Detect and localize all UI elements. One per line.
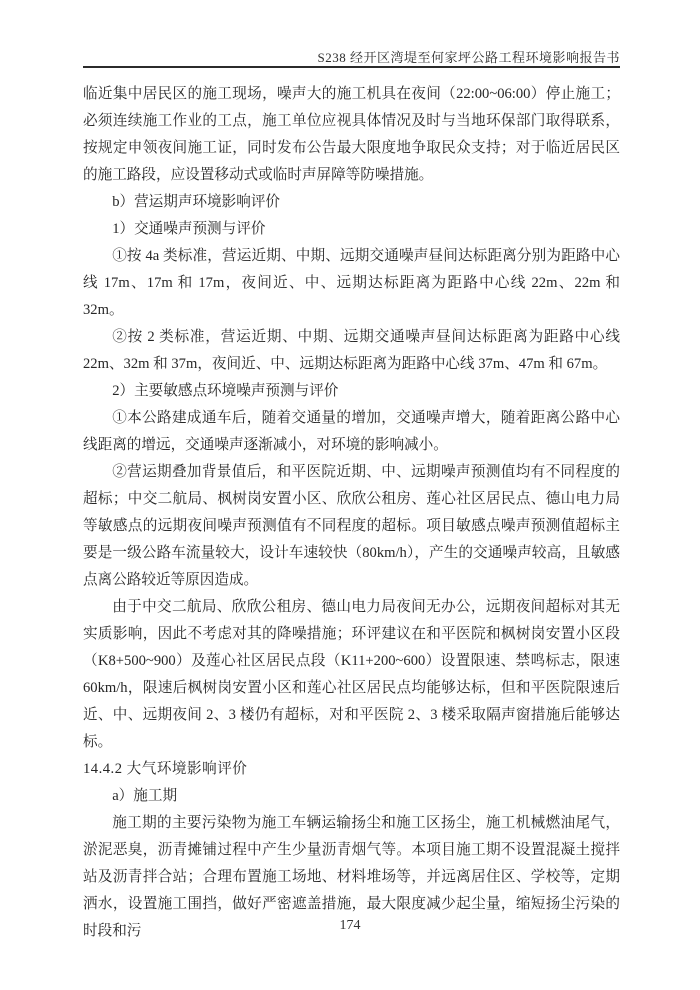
para-noise-exceedance: ②营运期叠加背景值后，和平医院近期、中、远期噪声预测值均有不同程度的超标；中交二航局、枫树岗安置小区、欣欣公租房、莲心社区居民点、德山电力局等敏感点的远期夜间噪声预测值有不同程度的超标。项目敏感点噪声预测值超标主要是一级公路车流量较大，设计车速较快（80km/h），产生的交通噪声较高，且敏感点离公路较近等原因造成。 [83, 464, 620, 588]
heading-b-operation-noise: b）营运期声环境影响评价 [112, 194, 281, 210]
para-traffic-noise-trend: ①本公路建成通车后，随着交通量的增加，交通噪声增大，随着距离公路中心线距离的增远，交通噪声逐渐减小，对环境的影响减小。 [83, 410, 620, 453]
document-body [83, 81, 620, 945]
heading-a-construction-period: a）施工期 [112, 788, 178, 804]
heading-1-traffic-noise-prediction: 1）交通噪声预测与评价 [112, 221, 266, 237]
para-air-pollution-construction: 施工期的主要污染物为施工车辆运输扬尘和施工区扬尘，施工机械燃油尾气，淤泥恶臭，沥青摊铺过程中产生少量沥青烟气等。本项目施工期不设置混凝土搅拌站及沥青拌合站；合理布置施工场地、材料堆场等，并远离居住区、学校等，定期洒水，设置施工围挡，做好严密遮盖措施，最大限度减少起尘量，缩短扬尘污染的时段和污 [83, 815, 620, 939]
page-number: 174 [339, 918, 361, 933]
para-standard-2: ②按 2 类标准，营运近期、中期、远期交通噪声昼间达标距离为距路中心线 22m、32m 和 37m，夜间近、中、远期达标距离为距路中心线 37m、47m 和 67m。 [83, 329, 620, 372]
header-rule [83, 66, 620, 68]
page-header-title: S238 经开区湾堤至何家坪公路工程环境影响报告书 [317, 50, 620, 65]
heading-14-4-2-air-environment: 14.4.2 大气环境影响评价 [83, 761, 248, 777]
para-construction-noise-measures: 临近集中居民区的施工现场，噪声大的施工机具在夜间（22:00~06:00）停止施工；必须连续施工作业的工点，施工单位应视具体情况及时与当地环保部门取得联系，按规定申领夜间施工证，同时发布公告最大限度地争取民众支持；对于临近居民区的施工路段，应设置移动式或临时声屏障等防噪措施。 [83, 86, 620, 183]
para-noise-mitigation: 由于中交二航局、欣欣公租房、德山电力局夜间无办公，远期夜间超标对其无实质影响，因此不考虑对其的降噪措施；环评建议在和平医院和枫树岗安置小区段（K8+500~900）及莲心社区居民点段（K11+200~600）设置限速、禁鸣标志，限速 60km/h，限速后枫树岗安置小区和莲心社区居民点均能够达标，但和平医院限速后近、中、远期夜间 2、3 楼仍有超标，对和平医院 2、3 楼采取隔声窗措施后能够达标。 [83, 599, 620, 750]
heading-2-sensitive-points: 2）主要敏感点环境噪声预测与评价 [112, 383, 339, 399]
para-standard-4a: ①按 4a 类标准，营运近期、中期、远期交通噪声昼间达标距离分别为距路中心线 17m、17m 和 17m，夜间近、中、远期达标距离为距路中心线 22m、22m 和 32m。 [83, 248, 620, 318]
